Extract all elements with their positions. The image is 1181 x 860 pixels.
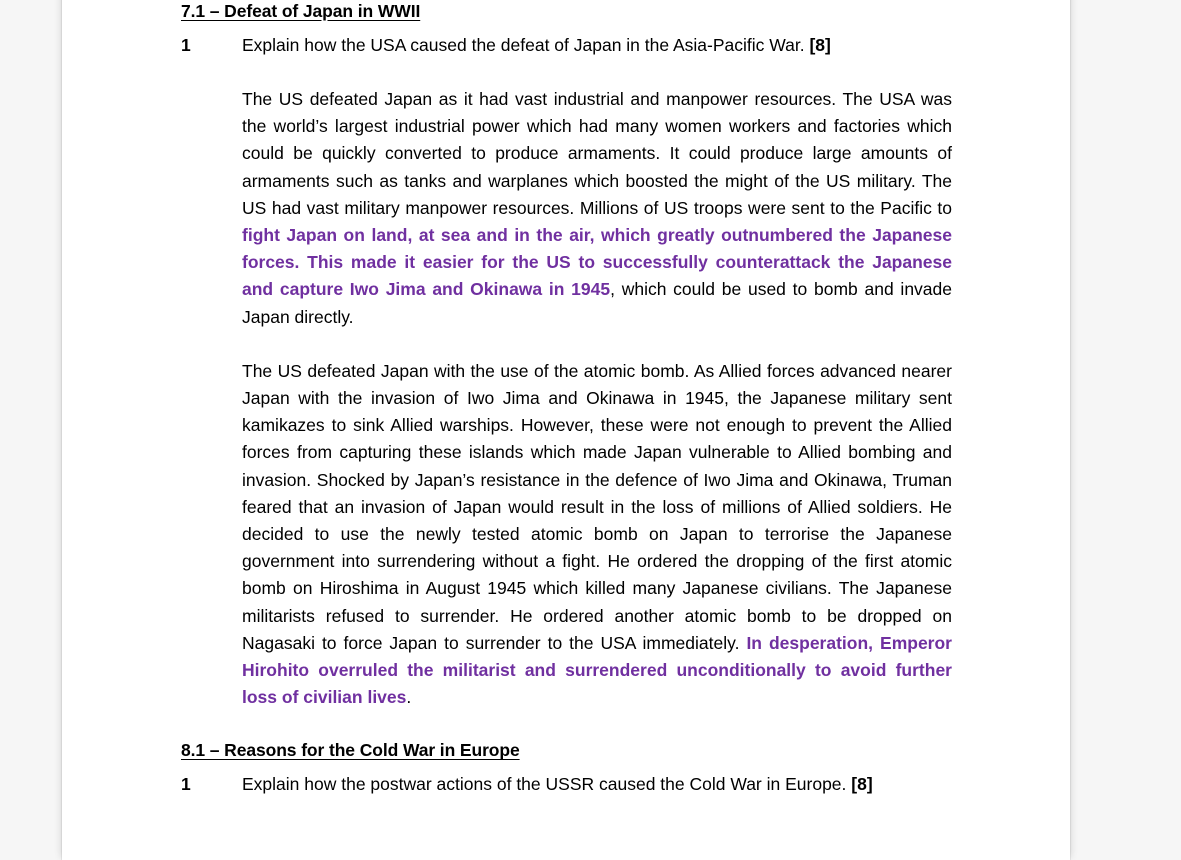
section-7-1-heading: 7.1 – Defeat of Japan in WWII [181,1,421,21]
para-2-run-3: . [406,687,412,708]
question-number: 1 [181,774,191,795]
para-2-highlight: In desperation, Emperor Hirohito overruled the militarist and surrendered unconditionally to avoid further loss of civilian lives [242,632,952,708]
document-page [62,0,1070,860]
question-text: Explain how the postwar actions of the USSR caused the Cold War in Europe. [242,774,852,795]
answer-paragraph-2 [242,358,952,712]
section-8-1-heading-row [181,739,951,771]
para-1-run-3: , which could be used to bomb and invade Japan directly. [242,279,952,327]
section-7-1 [181,0,951,711]
answer-paragraph-1 [242,86,952,331]
question-marks: [8] [809,35,831,55]
question-marks: [8] [851,774,873,795]
section-8-1 [181,739,951,798]
page-content [181,0,951,798]
paragraph-spacer [242,59,952,86]
paragraph-spacer [242,331,952,358]
question-text: Explain how the USA caused the defeat of Japan in the Asia-Pacific War. [242,35,810,55]
section-spacer [181,711,951,739]
section-8-1-question [181,771,951,798]
para-1-run-1: The US defeated Japan as it had vast industrial and manpower resources. The USA was the world’s largest industrial power which had many women workers and factories which could be quickly converted to produce armaments. It could produce large amounts of armaments such as tanks and warplanes which boosted the might of the US military. The US had vast military manpower resources. Millions of US troops were sent to the Pacific to [242,89,952,218]
question-text-wrap [242,771,951,798]
question-number: 1 [181,35,191,55]
question-text-wrap [242,32,951,59]
section-7-1-body [242,59,952,711]
para-2-run-1: The US defeated Japan with the use of the atomic bomb. As Allied forces advanced nearer Japan with the invasion of Iwo Jima and Okinawa in 1945, the Japanese military sent kamikazes to sink Allied warships. However, these were not enough to prevent the Allied forces from capturing these islands which made Japan vulnerable to Allied bombing and invasion. Shocked by Japan’s resistance in the defence of Iwo Jima and Okinawa, Truman feared that an invasion of Japan would result in the loss of millions of Allied soldiers. He decided to use the newly tested atomic bomb on Japan to terrorise the Japanese government into surrendering without a fight. He ordered the dropping of the first atomic bomb on Hiroshima in August 1945 which killed many Japanese civilians. The Japanese militarists refused to surrender. He ordered another atomic bomb to be dropped on Nagasaki to force Japan to surrender to the USA immediately. [242,360,952,653]
section-8-1-heading: 8.1 – Reasons for the Cold War in Europe [181,740,520,761]
section-7-1-question [181,32,951,59]
para-1-highlight: fight Japan on land, at sea and in the air, which greatly outnumbered the Japanese forces. This made it easier for the US to successfully counterattack the Japanese and capture Iwo Jima and Okinawa in 1945 [242,225,952,300]
section-7-1-heading-row [181,0,951,32]
